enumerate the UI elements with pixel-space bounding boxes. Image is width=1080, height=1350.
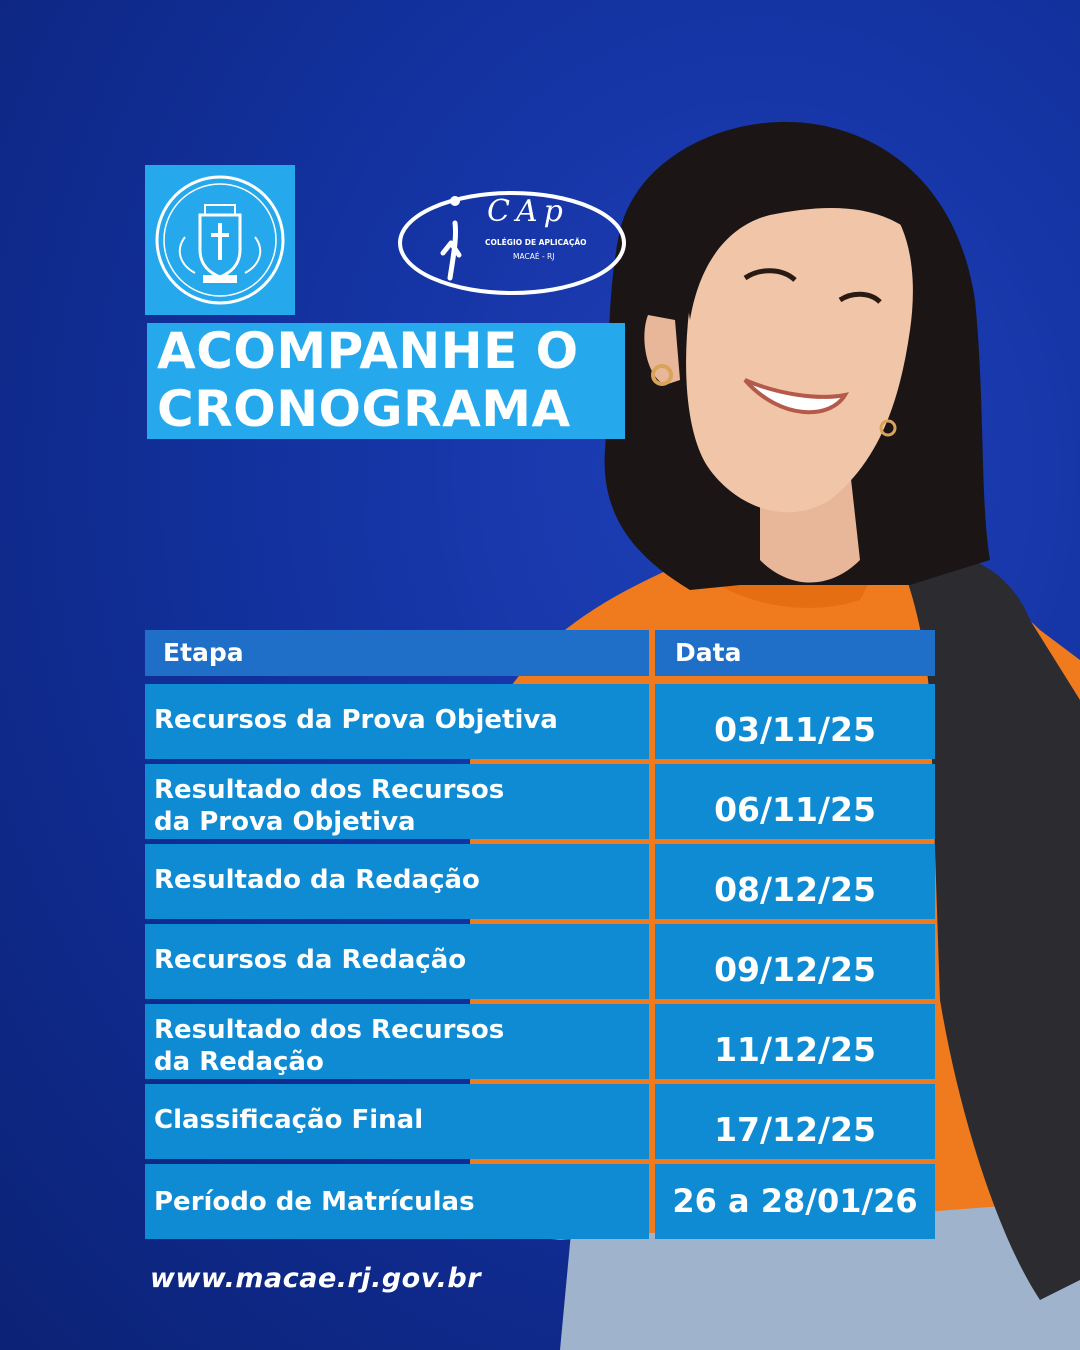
etapa-text-line2: da Redação xyxy=(154,1046,324,1077)
data-cell: 17/12/25 xyxy=(655,1084,935,1159)
etapa-text: Período de Matrículas xyxy=(154,1187,475,1217)
macae-crest-logo xyxy=(145,165,295,315)
table-row xyxy=(145,1004,935,1079)
etapa-text: Resultado dos Recursos xyxy=(154,1014,505,1045)
data-cell: 03/11/25 xyxy=(655,684,935,759)
cap-logo-text: CAp xyxy=(487,194,569,229)
data-cell: 11/12/25 xyxy=(655,1004,935,1079)
headline-line-1 xyxy=(147,323,625,381)
cap-logo xyxy=(395,183,630,298)
etapa-text-line2: da Prova Objetiva xyxy=(154,806,416,837)
etapa-cell xyxy=(145,1084,649,1159)
table-row xyxy=(145,924,935,999)
etapa-text: Classificação Final xyxy=(154,1105,424,1135)
table-row xyxy=(145,1164,935,1239)
headline-text-2: CRONOGRAMA xyxy=(157,380,571,438)
cap-logo-subtitle: COLÉGIO DE APLICAÇÃO xyxy=(485,238,587,247)
table-header xyxy=(145,630,935,676)
header-data: Data xyxy=(655,630,935,676)
cap-logo-location: MACAÉ - RJ xyxy=(513,252,555,261)
etapa-text: Recursos da Prova Objetiva xyxy=(154,705,558,735)
table-row xyxy=(145,684,935,759)
headline-text-1: ACOMPANHE O xyxy=(157,322,579,380)
etapa-cell xyxy=(145,844,649,919)
etapa-text: Recursos da Redação xyxy=(154,945,467,975)
data-cell: 09/12/25 xyxy=(655,924,935,999)
website-link[interactable]: www.macae.rj.gov.br xyxy=(150,1263,482,1294)
table-row xyxy=(145,1084,935,1159)
data-cell: 06/11/25 xyxy=(655,764,935,839)
data-cell: 08/12/25 xyxy=(655,844,935,919)
etapa-cell xyxy=(145,924,649,999)
etapa-text: Resultado dos Recursos xyxy=(154,774,505,805)
header-etapa: Etapa xyxy=(145,630,649,676)
table-row xyxy=(145,844,935,919)
etapa-text: Resultado da Redação xyxy=(154,865,480,895)
headline-line-2 xyxy=(147,381,625,439)
crest-icon xyxy=(145,165,295,315)
etapa-cell xyxy=(145,684,649,759)
etapa-cell xyxy=(145,764,649,839)
table-row xyxy=(145,764,935,839)
etapa-cell xyxy=(145,1004,649,1079)
etapa-cell xyxy=(145,1164,649,1239)
data-cell: 26 a 28/01/26 xyxy=(655,1164,935,1239)
